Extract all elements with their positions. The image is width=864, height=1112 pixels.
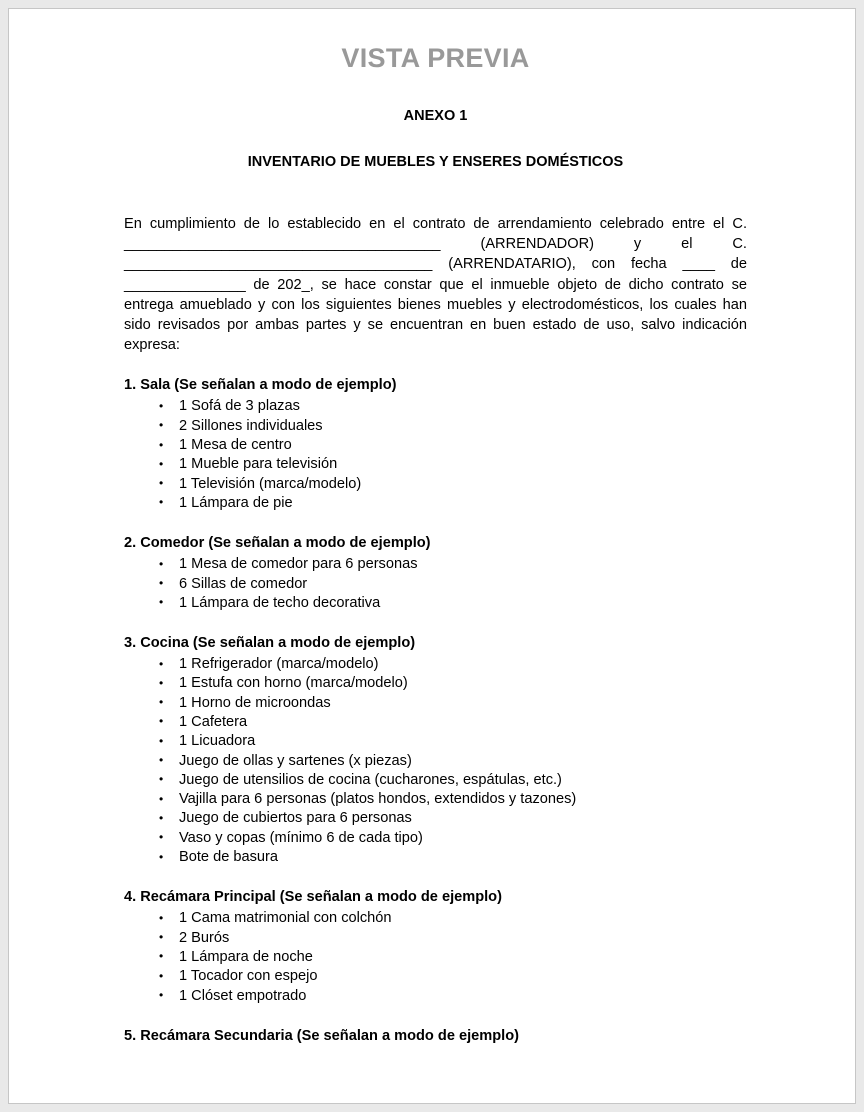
section-heading: 3. Cocina (Se señalan a modo de ejemplo) bbox=[124, 635, 416, 652]
list-item: • 1 Mesa de centro bbox=[124, 436, 747, 455]
list-item: • 1 Sofá de 3 plazas bbox=[124, 397, 747, 416]
list-item: • 1 Cafetera bbox=[124, 713, 747, 732]
list-item: • 2 Burós bbox=[124, 929, 747, 948]
inventory-section bbox=[124, 376, 747, 513]
list-item: • 1 Licuadora bbox=[124, 732, 747, 751]
section-heading: 2. Comedor (Se señalan a modo de ejemplo) bbox=[124, 535, 431, 552]
inventory-sections bbox=[124, 376, 747, 1045]
intro-paragraph: En cumplimiento de lo establecido en el contrato de arrendamiento celebrado entre el C. _______________________________________ (ARRENDADOR) y el C. ______________________________________ (ARRENDATARIO), con fecha ____ de _______________ de 202_, se hace constar que el inmueble objeto de dicho contrato se entrega amueblado y con los siguientes bienes muebles y electrodomésticos, los cuales han sido revisados por ambas partes y se encuentran en buen estado de uso, salvo indicación expresa: bbox=[124, 216, 747, 354]
list-item: • 1 Lámpara de noche bbox=[124, 948, 747, 967]
inventory-item-list bbox=[124, 909, 747, 1005]
inventory-section bbox=[124, 534, 747, 613]
list-item: • 1 Refrigerador (marca/modelo) bbox=[124, 655, 747, 674]
list-item: • 2 Sillones individuales bbox=[124, 417, 747, 436]
inventory-item-list bbox=[124, 655, 747, 867]
inventory-section bbox=[124, 888, 747, 1005]
list-item: • 1 Mueble para televisión bbox=[124, 455, 747, 474]
list-item: • 1 Lámpara de pie bbox=[124, 494, 747, 513]
list-item: • Juego de ollas y sartenes (x piezas) bbox=[124, 752, 747, 771]
section-heading: 4. Recámara Principal (Se señalan a modo de ejemplo) bbox=[124, 889, 502, 906]
inventory-item-list bbox=[124, 555, 747, 613]
inventory-section bbox=[124, 634, 747, 867]
list-item: • 1 Horno de microondas bbox=[124, 694, 747, 713]
page-title: ANEXO 1 bbox=[403, 108, 468, 124]
list-item: • 1 Clóset empotrado bbox=[124, 987, 747, 1006]
list-item: • Juego de cubiertos para 6 personas bbox=[124, 809, 747, 828]
inventory-item-list bbox=[124, 397, 747, 513]
list-item: • Vaso y copas (mínimo 6 de cada tipo) bbox=[124, 829, 747, 848]
list-item: • 1 Lámpara de techo decorativa bbox=[124, 594, 747, 613]
preview-watermark: VISTA PREVIA bbox=[341, 43, 530, 73]
list-item: • 1 Televisión (marca/modelo) bbox=[124, 475, 747, 494]
list-item: • 6 Sillas de comedor bbox=[124, 575, 747, 594]
section-heading: 5. Recámara Secundaria (Se señalan a modo de ejemplo) bbox=[124, 1027, 519, 1044]
document-page bbox=[8, 8, 856, 1104]
document-body bbox=[9, 9, 855, 1046]
list-item: • Bote de basura bbox=[124, 848, 747, 867]
inventory-section bbox=[124, 1027, 747, 1046]
list-item: • 1 Estufa con horno (marca/modelo) bbox=[124, 674, 747, 693]
list-item: • Juego de utensilios de cocina (cucharones, espátulas, etc.) bbox=[124, 771, 747, 790]
list-item: • 1 Mesa de comedor para 6 personas bbox=[124, 555, 747, 574]
list-item: • Vajilla para 6 personas (platos hondos, extendidos y tazones) bbox=[124, 790, 747, 809]
list-item: • 1 Cama matrimonial con colchón bbox=[124, 909, 747, 928]
page-subtitle: INVENTARIO DE MUEBLES Y ENSERES DOMÉSTICOS bbox=[247, 154, 624, 170]
section-heading: 1. Sala (Se señalan a modo de ejemplo) bbox=[124, 377, 397, 394]
list-item: • 1 Tocador con espejo bbox=[124, 967, 747, 986]
